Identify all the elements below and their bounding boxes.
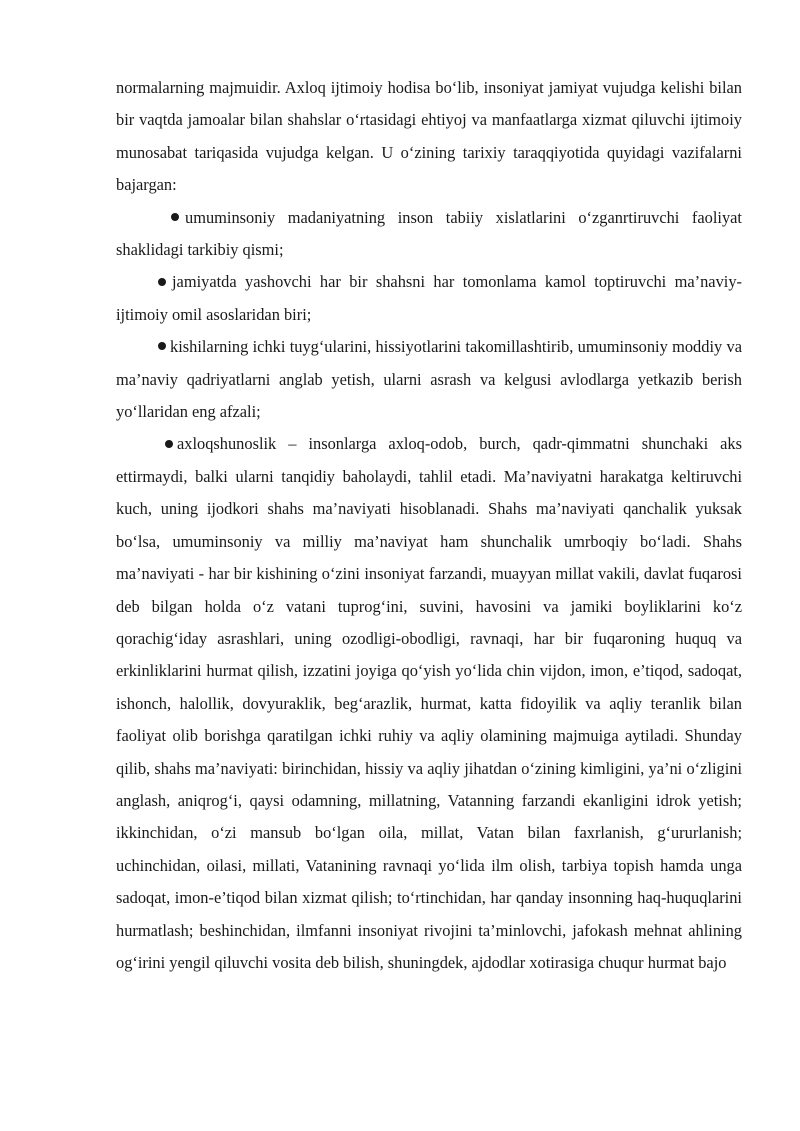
bullet-item-1 [116,202,742,267]
intro-paragraph: normalarning majmuidir. Axloq ijtimoiy hodisa bo‘lib, insoniyat jamiyat vujudga kelishi bilan bir vaqtda jamoalar bilan shahslar o‘rtasidagi ehtiyoj va manfaatlarga xizmat qiluvchi ijtimoiy munosabat tariqasida vujudga kelgan. U o‘zining tarixiy taraqqiyotida quyidagi vazifalarni bajargan: [116,78,742,195]
bullet-dot-icon [158,278,166,286]
bullet-dot-icon [165,440,173,448]
bullet-text-1: umuminsoniy madaniyatning inson tabiiy xislatlarini o‘zganrtiruvchi faoliyat shaklidagi tarkibiy qismi; [116,207,742,260]
bullet-text-2: jamiyatda yashovchi har bir shahsni har tomonlama kamol toptiruvchi ma’naviy-ijtimoiy omil asoslaridan biri; [116,272,742,324]
bullet-dot-icon [171,213,179,221]
page-body [116,72,742,979]
bullet-item-4 [116,428,742,979]
bullet-dot-icon [158,342,166,350]
bullet-text-4: axloqshunoslik – insonlarga axloq-odob, burch, qadr-qimmatni shunchaki aks ettirmaydi, balki ularni tanqidiy baholaydi, tahlil etadi. Ma’naviyatni harakatga keltiruvchi kuch, uning ijodkori shahs ma’naviyati hisoblanadi. Shahs ma’naviyati qanchalik yuksak bo‘lsa, umuminsoniy va milliy ma’naviyat ham shunchalik umrboqiy bo‘ladi. Shahs ma’naviyati - har bir kishining o‘zini insoniyat farzandi, muayyan millat vakili, davlat fuqarosi deb bilgan holda o‘z vatani tuprog‘ini, suvini, havosini va jamiki boyliklarini ko‘z qorachig‘iday asrashlari, uning ozodligi-obodligi, ravnaqi, har bir fuqaroning huquq va erkinliklarini hurmat qilish, izzatini joyiga qo‘yish yo‘lida chin vijdon, imon, e’tiqod, sadoqat, ishonch, halollik, dovyuraklik, beg‘arazlik, hurmat, katta fidoyilik va aqliy teranlik bilan faoliyat olib borishga qaratilgan ichki ruhiy va aqliy olamining majmuiga aytiladi. Shunday qilib, shahs ma’naviyati: birinchidan, hissiy va aqliy jihatdan o‘zining kimligini, ya’ni o‘zligini anglash, aniqrog‘i, qaysi odamning, millatning, Vatanning farzandi ekanligini idrok yetish; ikkinchidan, o‘zi mansub bo‘lgan oila, millat, Vatan bilan faxrlanish, g‘ururlanish; uchinchidan, oilasi, millati, Vatanining ravnaqi yo‘lida ilm olish, tarbiya topish hamda unga sadoqat, imon-e’tiqod bilan xizmat qilish; to‘rtinchidan, har qanday insonning haq-huquqlarini hurmatlash; beshinchidan, ilmfanni insoniyat rivojini ta’minlovchi, jafokash mehnat ahlining og‘irini yengil qiluvchi vosita deb bilish, shuningdek, ajdodlar xotirasiga chuqur hurmat bajo [116,434,742,972]
bullet-item-2 [116,266,742,331]
bullet-text-3: kishilarning ichki tuyg‘ularini, hissiyotlarini takomillashtirib, umuminsoniy moddiy va ma’naviy qadriyatlarni anglab yetish, ularni asrash va kelgusi avlodlarga yetkazib berish yo‘llaridan eng afzali; [116,337,742,422]
bullet-item-3 [116,331,742,428]
